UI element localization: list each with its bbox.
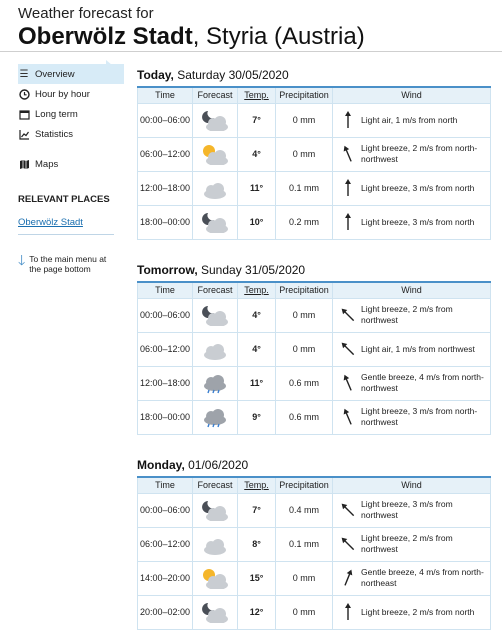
column-header-time: Time: [138, 477, 193, 493]
precipitation-cell: 0.4 mm: [276, 493, 333, 527]
clock-icon: [18, 88, 30, 100]
column-header-precipitation: Precipitation: [276, 87, 333, 103]
table-row: [138, 205, 491, 239]
active-item-arrow: [106, 60, 118, 80]
page-title: [18, 23, 365, 51]
weather-icon-cell: [193, 400, 238, 434]
relevant-places-title: RELEVANT PLACES: [18, 194, 110, 205]
temperature-cell: 7°: [238, 493, 276, 527]
precipitation-cell: 0 mm: [276, 332, 333, 366]
rain-icon: [200, 372, 230, 394]
day-title: Monday, 01/06/2020: [137, 458, 249, 472]
column-header-temp[interactable]: Temp.: [238, 477, 276, 493]
weather-icon-cell: [193, 366, 238, 400]
weather-icon-cell: [193, 205, 238, 239]
temperature-cell: 4°: [238, 332, 276, 366]
temperature-cell: 12°: [238, 595, 276, 629]
table-row: [138, 171, 491, 205]
column-header-temp[interactable]: Temp.: [238, 282, 276, 298]
sidebar-item-statistics[interactable]: [18, 124, 124, 144]
weather-icon-cell: [193, 561, 238, 595]
weather-icon-cell: [193, 103, 238, 137]
partly-cloudy-night-icon: [200, 109, 230, 131]
list-icon: ☰: [19, 68, 29, 80]
sidebar-item-long-term[interactable]: [18, 104, 124, 124]
precipitation-cell: 0 mm: [276, 137, 333, 171]
partly-cloudy-day-icon: [200, 567, 230, 589]
column-header-precipitation: Precipitation: [276, 282, 333, 298]
wind-arrow-icon: [337, 338, 359, 360]
wind-cell: Light air, 1 m/s from northwest: [333, 332, 491, 366]
wind-cell: Light breeze, 3 m/s from northwest: [333, 493, 491, 527]
table-row: [138, 137, 491, 171]
table-row: [138, 493, 491, 527]
column-header-wind: Wind: [333, 477, 491, 493]
sidebar-item-label: Overview: [35, 68, 75, 80]
weather-icon-cell: [193, 332, 238, 366]
time-cell: 18:00–00:00: [138, 400, 193, 434]
wind-cell: Light breeze, 3 m/s from north-northwest: [333, 400, 491, 434]
wind-arrow-icon: [337, 406, 359, 428]
temperature-cell: 4°: [238, 137, 276, 171]
precipitation-cell: 0.1 mm: [276, 171, 333, 205]
relevant-place-link[interactable]: Oberwölz Stadt: [18, 217, 83, 228]
wind-cell: Light breeze, 2 m/s from north-northwest: [333, 137, 491, 171]
wind-cell: Light breeze, 3 m/s from north: [333, 205, 491, 239]
time-cell: 00:00–06:00: [138, 298, 193, 332]
wind-arrow-icon: [337, 143, 359, 165]
precipitation-cell: 0.2 mm: [276, 205, 333, 239]
table-row: [138, 332, 491, 366]
table-row: [138, 366, 491, 400]
cloudy-icon: [200, 177, 230, 199]
wind-arrow-icon: [337, 499, 359, 521]
time-cell: 18:00–00:00: [138, 205, 193, 239]
weather-icon-cell: [193, 493, 238, 527]
wind-cell: Light breeze, 2 m/s from northwest: [333, 527, 491, 561]
table-row: [138, 103, 491, 137]
table-row: [138, 595, 491, 629]
forecast-table: [137, 86, 491, 240]
column-header-time: Time: [138, 87, 193, 103]
wind-cell: Gentle breeze, 4 m/s from north-northwest: [333, 366, 491, 400]
precipitation-cell: 0.6 mm: [276, 400, 333, 434]
table-row: [138, 527, 491, 561]
sidebar-item-maps[interactable]: [18, 154, 124, 174]
wind-arrow-icon: [337, 211, 359, 233]
partly-cloudy-night-icon: [200, 499, 230, 521]
calendar-icon: [18, 108, 30, 120]
partly-cloudy-night-icon: [200, 601, 230, 623]
wind-arrow-icon: [337, 601, 359, 623]
precipitation-cell: 0 mm: [276, 103, 333, 137]
precipitation-cell: 0.1 mm: [276, 527, 333, 561]
wind-cell: Light air, 1 m/s from north: [333, 103, 491, 137]
precipitation-cell: 0 mm: [276, 561, 333, 595]
weather-icon-cell: [193, 171, 238, 205]
map-icon: [18, 158, 30, 170]
time-cell: 20:00–02:00: [138, 595, 193, 629]
weather-icon-cell: [193, 527, 238, 561]
header-subtitle: Weather forecast for: [18, 5, 154, 22]
page-header: [0, 0, 502, 52]
wind-cell: Light breeze, 2 m/s from north: [333, 595, 491, 629]
forecast-table: [137, 476, 491, 630]
partly-cloudy-night-icon: [200, 211, 230, 233]
place-name: Oberwölz Stadt: [18, 23, 193, 50]
sidebar-item-hour-by-hour[interactable]: [18, 84, 124, 104]
time-cell: 12:00–18:00: [138, 366, 193, 400]
sidebar-item-label: Long term: [35, 108, 78, 120]
time-cell: 00:00–06:00: [138, 493, 193, 527]
table-row: [138, 561, 491, 595]
temperature-cell: 15°: [238, 561, 276, 595]
column-header-wind: Wind: [333, 87, 491, 103]
wind-arrow-icon: [337, 567, 359, 589]
wind-arrow-icon: [337, 304, 359, 326]
wind-arrow-icon: [337, 177, 359, 199]
column-header-forecast: Forecast: [193, 477, 238, 493]
column-header-precipitation: Precipitation: [276, 477, 333, 493]
cloudy-icon: [200, 533, 230, 555]
weather-icon-cell: [193, 298, 238, 332]
time-cell: 06:00–12:00: [138, 332, 193, 366]
temperature-cell: 11°: [238, 171, 276, 205]
main-menu-link[interactable]: 🡓 To the main menu at the page bottom: [18, 252, 107, 274]
sidebar-item-label: Hour by hour: [35, 88, 90, 100]
temperature-cell: 8°: [238, 527, 276, 561]
wind-arrow-icon: [337, 109, 359, 131]
rain-icon: [200, 406, 230, 428]
temperature-cell: 11°: [238, 366, 276, 400]
day-title: Today, Saturday 30/05/2020: [137, 68, 289, 82]
wind-arrow-icon: [337, 372, 359, 394]
precipitation-cell: 0 mm: [276, 595, 333, 629]
column-header-forecast: Forecast: [193, 87, 238, 103]
weather-icon-cell: [193, 595, 238, 629]
temperature-cell: 10°: [238, 205, 276, 239]
arrow-down-icon: 🡓: [18, 252, 26, 268]
precipitation-cell: 0.6 mm: [276, 366, 333, 400]
temperature-cell: 7°: [238, 103, 276, 137]
chart-icon: [18, 128, 30, 140]
partly-cloudy-day-icon: [200, 143, 230, 165]
time-cell: 14:00–20:00: [138, 561, 193, 595]
wind-cell: Light breeze, 2 m/s from northwest: [333, 298, 491, 332]
forecast-table: [137, 281, 491, 435]
table-row: [138, 298, 491, 332]
sidebar: [0, 60, 125, 640]
table-row: [138, 400, 491, 434]
sidebar-item-label: Maps: [35, 158, 59, 170]
column-header-forecast: Forecast: [193, 282, 238, 298]
temperature-cell: 4°: [238, 298, 276, 332]
partly-cloudy-night-icon: [200, 304, 230, 326]
precipitation-cell: 0 mm: [276, 298, 333, 332]
temperature-cell: 9°: [238, 400, 276, 434]
wind-arrow-icon: [337, 533, 359, 555]
wind-cell: Gentle breeze, 4 m/s from north-northeast: [333, 561, 491, 595]
weather-icon-cell: [193, 137, 238, 171]
wind-cell: Light breeze, 3 m/s from north: [333, 171, 491, 205]
time-cell: 06:00–12:00: [138, 527, 193, 561]
time-cell: 00:00–06:00: [138, 103, 193, 137]
sidebar-item-label: Statistics: [35, 128, 74, 140]
column-header-time: Time: [138, 282, 193, 298]
divider: [18, 234, 114, 235]
cloudy-icon: [200, 338, 230, 360]
day-title: Tomorrow, Sunday 31/05/2020: [137, 263, 306, 277]
region-name: , Styria (Austria): [192, 23, 365, 50]
column-header-wind: Wind: [333, 282, 491, 298]
time-cell: 12:00–18:00: [138, 171, 193, 205]
column-header-temp[interactable]: Temp.: [238, 87, 276, 103]
time-cell: 06:00–12:00: [138, 137, 193, 171]
